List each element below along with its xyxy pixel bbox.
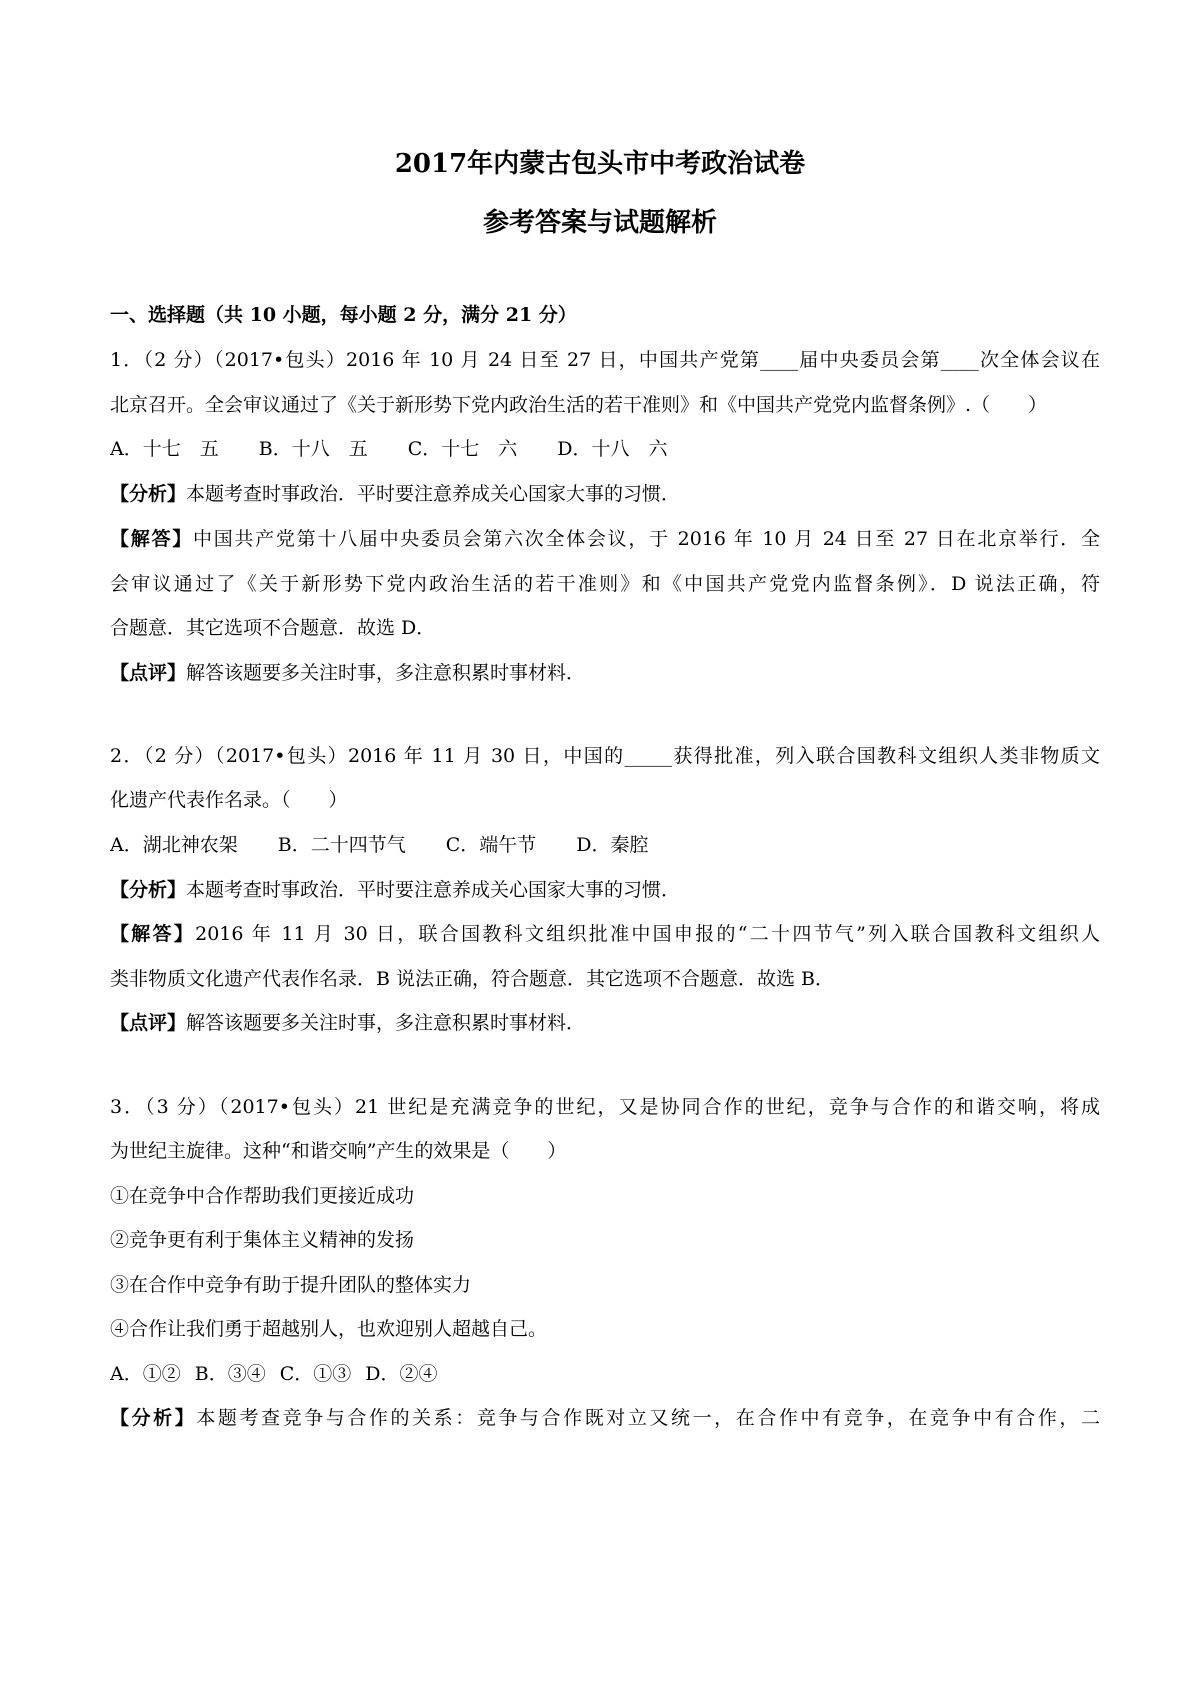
q2-comment-text: 解答该题要多关注时事，多注意积累时事材料． [186, 1012, 586, 1034]
q2-option-c: C．端午节 [445, 834, 537, 856]
q1-comment [110, 659, 1100, 687]
q2-analysis [110, 876, 1100, 904]
q1-answer-tag: 【解答】 [110, 528, 193, 550]
q3-stem-line2: 为世纪主旋律。这种“和谐交响”产生的效果是（ ） [110, 1140, 567, 1162]
q1-option-c: C．十七 六 [407, 438, 518, 460]
q1-answer-text1: 中国共产党第十八届中央委员会第六次全体会议，于 2016 年 10 月 24 日至 27 日在北京举行．全 [192, 528, 1100, 550]
q2-analysis-text: 本题考查时事政治．平时要注意养成关心国家大事的习惯． [186, 879, 681, 901]
q2-answer-text1: 2016 年 11 月 30 日，联合国教科文组织批准中国申报的“二十四节气”列入联合国教科文组织人 [195, 923, 1100, 945]
q1-answer-line1 [110, 525, 1100, 553]
q3-item: ④合作让我们勇于超越别人，也欢迎别人超越自己。 [110, 1318, 548, 1340]
q1-analysis [110, 480, 1100, 508]
q2-option-b: B．二十四节气 [277, 834, 406, 856]
q1-option-d: D．十八 六 [557, 438, 668, 460]
q3-item: ①在竞争中合作帮助我们更接近成功 [110, 1185, 415, 1207]
q1-analysis-tag: 【分析】 [110, 483, 187, 505]
q1-comment-tag: 【点评】 [110, 662, 187, 684]
q1-answer-line2: 会审议通过了《关于新形势下党内政治生活的若干准则》和《中国共产党党内监督条例》．D 说法正确，符 [110, 573, 1100, 595]
q2-analysis-tag: 【分析】 [110, 879, 187, 901]
q3-option-b: B．③④ [194, 1363, 266, 1385]
q2-answer-line2: 类非物质文化遗产代表作名录．B 说法正确，符合题意．其它选项不合题意．故选 B． [110, 968, 835, 990]
q2-stem-line2: 化遗产代表作名录。（ ） [110, 789, 348, 811]
q1-option-b: B．十八 五 [258, 438, 368, 460]
q3-item: ②竞争更有利于集体主义精神的发扬 [110, 1229, 415, 1251]
q2-stem-line1: 2．（2 分）（2017•包头）2016 年 11 月 30 日，中国的_____获得批准，列入联合国教科文组织人类非物质文 [110, 745, 1100, 767]
q1-option-a: A．十七 五 [110, 438, 219, 460]
q3-analysis [110, 1404, 1100, 1432]
page-subtitle: 参考答案与试题解析 [482, 208, 717, 238]
page-title: 2017年内蒙古包头市中考政治试卷 [394, 149, 806, 179]
q1-stem-line1: 1．（2 分）（2017•包头）2016 年 10 月 24 日至 27 日，中国共产党第____届中央委员会第____次全体会议在 [110, 349, 1100, 371]
q3-stem-line1: 3．（3 分）（2017•包头）21 世纪是充满竞争的世纪，又是协同合作的世纪，竞争与合作的和谐交响，将成 [110, 1096, 1100, 1118]
q2-option-a: A．湖北神农架 [110, 834, 238, 856]
q2-comment-tag: 【点评】 [110, 1012, 187, 1034]
section-heading: 一、选择题（共 10 小题，每小题 2 分，满分 21 分） [110, 304, 577, 326]
q3-option-c: C．①③ [279, 1363, 352, 1385]
q3-analysis-tag: 【分析】 [110, 1407, 197, 1429]
q2-answer-line1 [110, 920, 1100, 948]
q2-options [110, 831, 1100, 859]
q3-item: ③在合作中竞争有助于提升团队的整体实力 [110, 1274, 472, 1296]
q1-answer-line3: 合题意．其它选项不合题意．故选 D． [110, 617, 436, 639]
q3-option-d: D．②④ [365, 1363, 438, 1385]
q1-analysis-text: 本题考查时事政治．平时要注意养成关心国家大事的习惯． [186, 483, 681, 505]
q3-option-a: A．①② [110, 1363, 181, 1385]
q1-comment-text: 解答该题要多关注时事，多注意积累时事材料． [186, 662, 586, 684]
q3-options [110, 1360, 1100, 1388]
q1-stem-line2: 北京召开。全会审议通过了《关于新形势下党内政治生活的若干准则》和《中国共产党党内监督条例》.（ ） [110, 394, 1048, 416]
q2-answer-tag: 【解答】 [110, 923, 196, 945]
q2-comment [110, 1009, 1100, 1037]
q3-analysis-text: 本题考查竞争与合作的关系：竞争与合作既对立又统一，在合作中有竞争，在竞争中有合作，二 [196, 1407, 1100, 1429]
q2-option-d: D．秦腔 [576, 834, 649, 856]
q1-options [110, 435, 1100, 463]
